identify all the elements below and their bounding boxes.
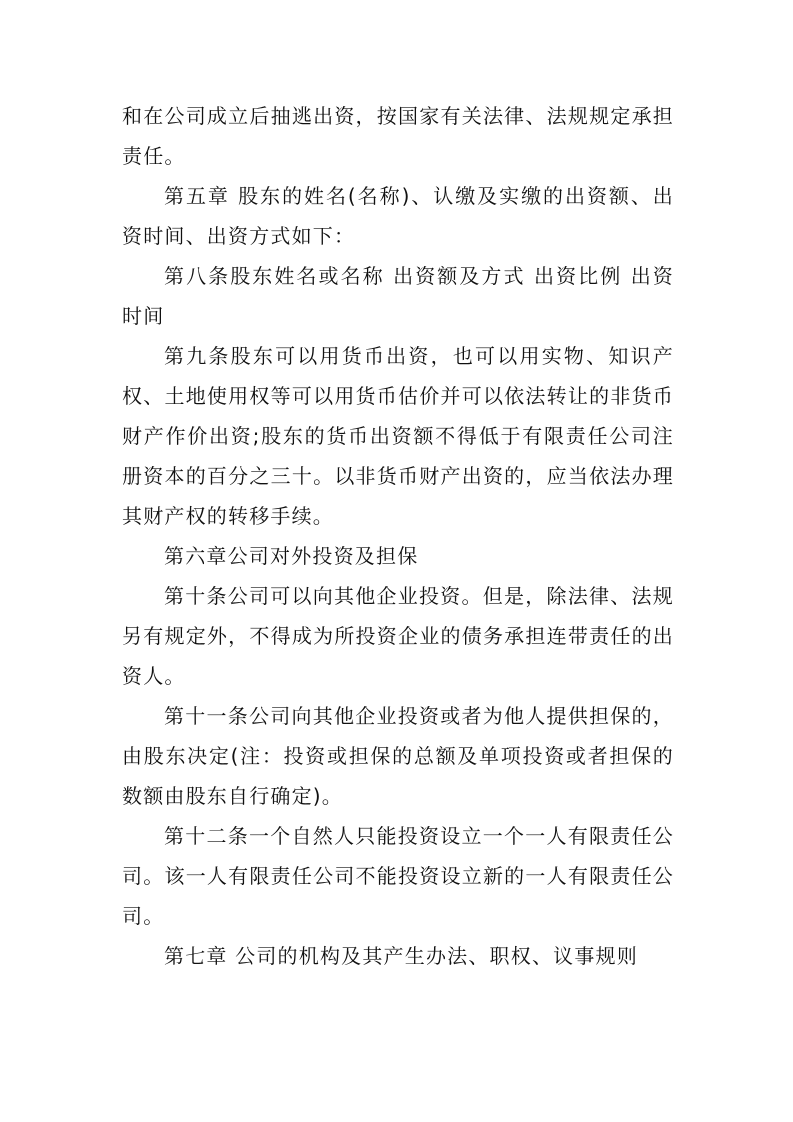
article-9: 第九条股东可以用货币出资，也可以用实物、知识产权、土地使用权等可以用货币估价并可以依法转让的非货币财产作价出资;股东的货币出资额不得低于有限责任公司注册资本的百分之三十。以非货币财产出资的，应当依法办理其财产权的转移手续。: [122, 344, 674, 528]
article-12: 第十二条一个自然人只能投资设立一个一人有限责任公司。该一人有限责任公司不能投资设立新的一人有限责任公司。: [122, 824, 674, 928]
article-8-table-header: 第八条股东姓名或名称 出资额及方式 出资比例 出资时间: [122, 264, 674, 328]
document-body: [122, 96, 674, 976]
article-10: 第十条公司可以向其他企业投资。但是，除法律、法规另有规定外，不得成为所投资企业的债务承担连带责任的出资人。: [122, 584, 674, 688]
chapter-5-heading: 第五章 股东的姓名(名称)、认缴及实缴的出资额、出资时间、出资方式如下：: [122, 184, 674, 248]
paragraph-continuation: 和在公司成立后抽逃出资，按国家有关法律、法规规定承担责任。: [122, 104, 674, 168]
chapter-6-heading: 第六章公司对外投资及担保: [164, 544, 419, 568]
article-11: 第十一条公司向其他企业投资或者为他人提供担保的，由股东决定(注：投资或担保的总额及单项投资或者担保的数额由股东自行确定)。: [122, 704, 674, 808]
chapter-7-heading: 第七章 公司的机构及其产生办法、职权、议事规则: [164, 944, 638, 968]
